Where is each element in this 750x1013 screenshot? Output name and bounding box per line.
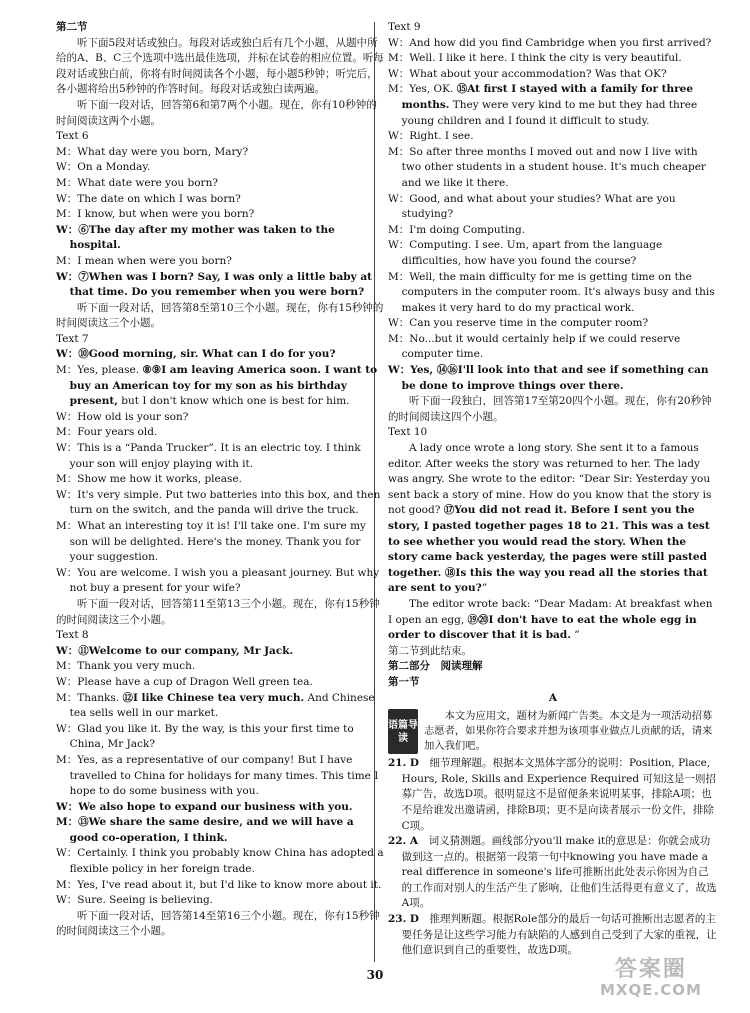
text-9-title: Text 9 — [388, 21, 421, 33]
section-end: 第二节到此结束。 — [388, 644, 472, 657]
text-10-title: Text 10 — [388, 426, 428, 439]
passage-guide-text: 本文为应用文，题材为新闻广告类。本文是为一项活动招募志愿者，如果你符合要求并想为该项事业做点儿贡献的话，请来加入我们吧。 — [424, 710, 713, 753]
dialogue-line: M：Yes, I've read about it, but I'd like to know more about it. — [56, 878, 382, 891]
dialogue-line: W：This is a “Panda Trucker”. It is an electric toy. I think your son will enjoy playing with it. — [56, 442, 361, 470]
dialogue-text: M：Thanks. — [56, 691, 123, 704]
dialogue-line: M：Well, the main difficulty for me is getting time on the computers in the computer room. It's always busy and this makes it very hard to do my practical work. — [388, 270, 715, 314]
dialogue-line: M：What day were you born, Mary? — [56, 145, 249, 158]
right-column — [388, 20, 718, 959]
section-title: 第二节 — [56, 21, 88, 33]
explanation-text: 词义猜测题。画线部分you'll make it的意思是：你就会成功做到这一点的。根据第一段第一句中knowing you have made a real difference in someone's life可推断出此处表示你因为自己的工作而对别人的生活产生了影响，让他们生活得更有意义了，故选A项。 — [401, 835, 717, 910]
dialogue-line: W：Right. I see. — [388, 130, 474, 143]
dialogue-text: M：Yes, please. — [56, 364, 143, 377]
dialogue-line: W：Please have a cup of Dragon Well green tea. — [56, 675, 313, 688]
dialogue-line-answer: W：⑥The day after my mother was taken to the hospital. — [56, 223, 335, 252]
answer-number: 21. D — [388, 757, 420, 770]
text-6-title: Text 6 — [56, 130, 89, 143]
dialogue-line-answer: W：We also hope to expand our business with you. — [56, 800, 353, 813]
explanation-text: 细节理解题。根据本文黑体字部分的说明：Position, Place, Hours, Role, Skills and Experience Required 可知这是一则招募广告，故选D项。很明显这不是留便条来说明某事，排除A项；也不是给谁发出邀请函，排除B项；更不是向读者展示一份文件，排除C项。 — [401, 757, 716, 832]
dialogue-line-answer: W：Yes, ⑭⑯I'll look into that and see if something can be done to improve things over there. — [388, 364, 709, 392]
dialogue-text: They were very kind to me but they had three young children and I found it difficult to study. — [401, 98, 698, 127]
dialogue-line: W：Certainly. I think you probably know China has adopted a flexible policy in her foreign trade. — [56, 847, 384, 876]
dialogue-line: M：Well. I like it here. I think the city is very beautiful. — [388, 52, 682, 65]
passage-guide-badge: 语篇导读 — [388, 709, 418, 754]
instructions: 听下面一段对话，回答第6和第7两个小题。现在，你有10秒钟的时间阅读这两个小题。 — [56, 98, 377, 127]
dialogue-line-answer: W：⑪Welcome to our company, Mr Jack. — [56, 644, 294, 657]
monologue-text: The editor wrote back: “Dear Madam: At breakfast when I open an egg, — [388, 597, 713, 626]
answer-explanation — [388, 756, 718, 834]
instructions: 听下面一段对话，回答第14至第16三个小题。现在，你有15秒钟的时间阅读这三个小题。 — [56, 909, 380, 938]
dialogue-line: W：And how did you find Cambridge when you first arrived? — [388, 36, 712, 49]
dialogue-text: And Chinese tea sells well in our market. — [69, 691, 375, 720]
dialogue-answer: ⑫I like Chinese tea very much. — [122, 691, 305, 704]
dialogue-line-answer: M：⑬We share the same desire, and we will have a good co-operation, I think. — [56, 816, 354, 844]
dialogue-line: W：You are welcome. I wish you a pleasant journey. But why not buy a present for your wife? — [56, 566, 380, 595]
dialogue-line: W：The date on which I was born? — [56, 192, 241, 205]
dialogue-line: W：What about your accommodation? Was that OK? — [388, 67, 667, 80]
dialogue-line: M：So after three months I moved out and now I live with two other students in a student house. It's much cheaper and we like it there. — [388, 145, 706, 189]
page-number: 30 — [366, 968, 384, 982]
text-8-title: Text 8 — [56, 629, 89, 642]
monologue-text: ” — [570, 629, 580, 642]
passage-label: A — [548, 691, 558, 704]
dialogue-line: M：Show me how it works, please. — [56, 473, 242, 486]
instructions: 听下面一段独白，回答第17至第20四个小题。现在，你有20秒钟的时间阅读这四个小题。 — [388, 395, 712, 423]
dialogue-line — [56, 691, 386, 722]
dialogue-text: but I don't know which one is best for him. — [117, 395, 350, 408]
monologue-paragraph — [388, 441, 718, 597]
dialogue-line: W：How old is your son? — [56, 410, 189, 423]
dialogue-line: W：Good, and what about your studies? What are you studying? — [388, 192, 676, 221]
answer-explanation — [388, 912, 718, 959]
dialogue-line: W：On a Monday. — [56, 161, 151, 174]
monologue-text: ” — [481, 582, 488, 595]
monologue-paragraph — [388, 597, 718, 644]
explanation-text: 推理判断题。根据Role部分的最后一句话可推断出志愿者的主要任务是让这些学习能力有缺陷的人感到自己受到了大家的重视，让他们意识到自己的重要性，故选D项。 — [401, 913, 717, 957]
instructions: 听下面一段对话，回答第11至第13三个小题。现在，你有15秒钟的时间阅读这三个小题。 — [56, 597, 380, 626]
dialogue-line — [388, 82, 718, 129]
dialogue-line: M：No...but it would certainly help if we could reserve computer time. — [388, 332, 681, 361]
dialogue-line-answer: W：⑦When was I born? Say, I was only a little baby at that time. Do you remember when you were born? — [56, 270, 372, 299]
text-7-title: Text 7 — [56, 332, 89, 345]
dialogue-line: M：What date were you born? — [56, 176, 218, 189]
instructions: 听下面5段对话或独白。每段对话或独白后有几个小题，从题中所给的A、B、C三个选项中选出最佳选项，并标在试卷的相应位置。听每段对话或独白前，你将有时间阅读各个小题，每小题5秒钟；听完后，各小题将给出5秒钟的作答时间。每段对话或独白读两遍。 — [56, 36, 384, 96]
left-column — [56, 20, 386, 940]
passage-guide — [388, 709, 718, 754]
dialogue-line-answer: W：⑩Good morning, sir. What can I do for you? — [56, 348, 336, 361]
dialogue-answer: ⑧⑨I am leaving America soon. I want to buy an American toy for my son as his birthday present, — [69, 364, 378, 408]
watermark-url: MXQE.COM — [600, 981, 702, 999]
dialogue-line: W：Sure. Seeing is believing. — [56, 894, 214, 907]
dialogue-line: W：Can you reserve time in the computer room? — [388, 317, 649, 330]
dialogue-line: W：It's very simple. Put two batteries into this box, and then turn on the switch, and the panda will drive the truck. — [56, 488, 381, 517]
part-2-title: 第二部分 阅读理解 — [388, 660, 483, 673]
dialogue-line: M：Thank you very much. — [56, 660, 196, 673]
answer-explanation — [388, 834, 718, 912]
dialogue-text: M：Yes, OK. — [388, 83, 457, 96]
dialogue-line: M：Yes, as a representative of our company! But I have travelled to China for holidays for many times. This time I hope to do some business with you. — [56, 753, 379, 798]
dialogue-line: M：Four years old. — [56, 426, 158, 439]
answer-number: 22. A — [388, 835, 419, 848]
answer-number: 23. D — [388, 913, 420, 926]
monologue-answer: ⑰You did not read it. Before I sent you the story, I pasted together pages 18 to 21. This was a test to see whether you would read the story. When the story came back yesterday, the pages were still pasted together. ⑱Is this the way you read all the stories that are sent to you? — [388, 504, 710, 595]
part-2-section-title: 第一节 — [388, 675, 420, 688]
monologue-text: A lady once wrote a long story. She sent it to a famous editor. After weeks the story was returned to her. The lady was angry. She wrote to the editor: “Dear Sir: Yesterday you sent back a story of mine. How do you know that the story is not good? — [388, 442, 712, 517]
dialogue-line: M：I know, but when were you born? — [56, 208, 255, 221]
instructions: 听下面一段对话，回答第8至第10三个小题。现在，你有15秒钟的时间阅读这三个小题。 — [56, 301, 384, 330]
monologue-answer: ⑲⑳I don't have to eat the whole egg in order to discover that it is bad. — [388, 613, 697, 642]
watermark-title: 答案圈 — [614, 957, 687, 982]
dialogue-answer: ⑮At first I stayed with a family for three months. — [401, 83, 694, 111]
watermark — [600, 957, 702, 1000]
dialogue-line — [56, 363, 386, 410]
dialogue-line: W：Glad you like it. By the way, is this your first time to China, Mr Jack? — [56, 722, 354, 751]
dialogue-line: M：What an interesting toy it is! I'll take one. I'm sure my son will be delighted. Here's the money. Thank you for your suggestion. — [56, 520, 366, 564]
dialogue-line: W：Computing. I see. Um, apart from the language difficulties, how have you found the course? — [388, 239, 663, 267]
dialogue-line: M：I'm doing Computing. — [388, 223, 525, 236]
dialogue-line: M：I mean when were you born? — [56, 254, 232, 267]
